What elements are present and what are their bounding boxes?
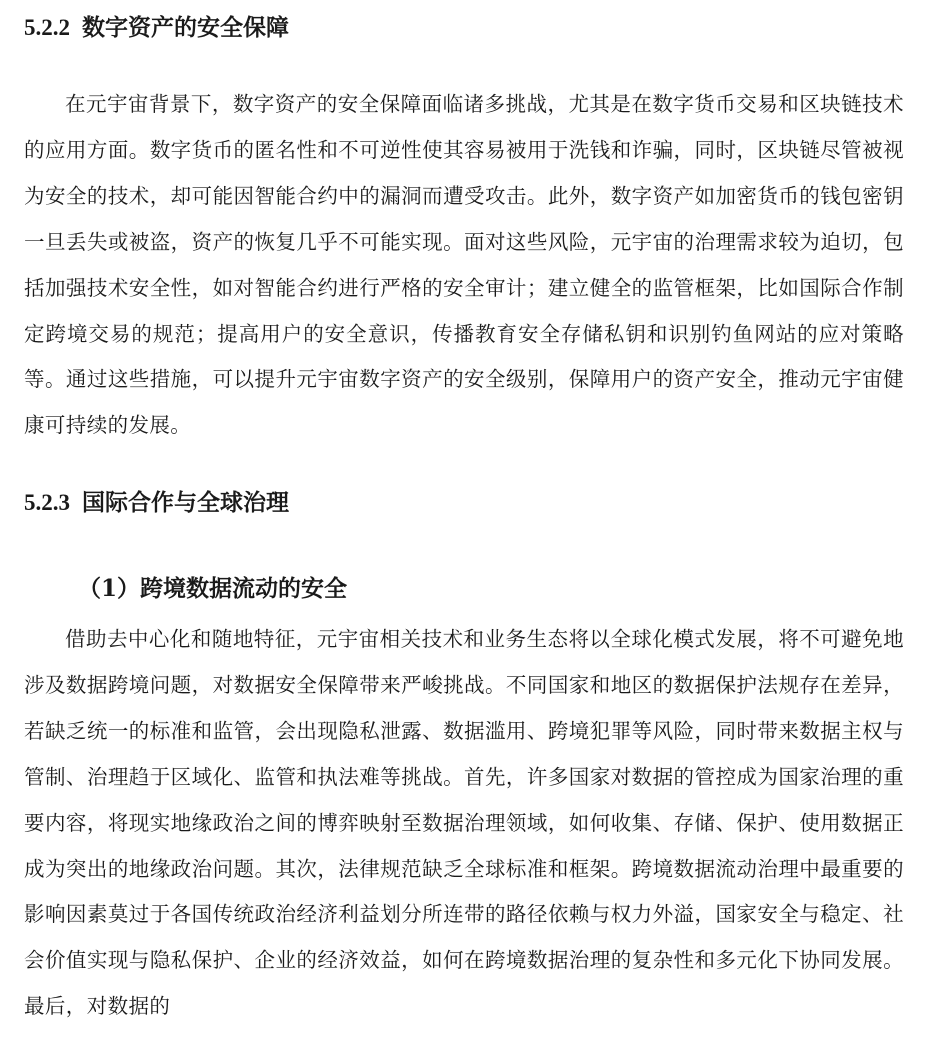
subsection-paragraph-cross-border-data: 借助去中心化和随地特征，元宇宙相关技术和业务生态将以全球化模式发展，将不可避免地涉及数据跨境问题，对数据安全保障带来严峻挑战。不同国家和地区的数据保护法规存在差异，若缺乏统一的标准和监管，会出现隐私泄露、数据滥用、跨境犯罪等风险，同时带来数据主权与管制、治理趋于区域化、监管和执法难等挑战。首先，许多国家对数据的管控成为国家治理的重要内容，将现实地缘政治之间的博弈映射至数据治理领域，如何收集、存储、保护、使用数据正成为突出的地缘政治问题。其次，法律规范缺乏全球标准和框架。跨境数据流动治理中最重要的影响因素莫过于各国传统政治经济利益划分所连带的路径依赖与权力外溢，国家安全与稳定、社会价值实现与隐私保护、企业的经济效益，如何在跨境数据治理的复杂性和多元化下协同发展。最后，对数据的: [24, 627, 904, 1019]
section-title: 国际合作与全球治理: [82, 489, 290, 516]
section-heading-5-2-2: [24, 13, 289, 43]
section-paragraph-asset-security: 在元宇宙背景下，数字资产的安全保障面临诸多挑战，尤其是在数字货币交易和区块链技术的应用方面。数字货币的匿名性和不可逆性使其容易被用于洗钱和诈骗，同时，区块链尽管被视为安全的技术，却可能因智能合约中的漏洞而遭受攻击。此外，数字资产如加密货币的钱包密钥一旦丢失或被盗，资产的恢复几乎不可能实现。面对这些风险，元宇宙的治理需求较为迫切，包括加强技术安全性，如对智能合约进行严格的安全审计；建立健全的监管框架，比如国际合作制定跨境交易的规范；提高用户的安全意识，传播教育安全存储私钥和识别钓鱼网站的应对策略等。通过这些措施，可以提升元宇宙数字资产的安全级别，保障用户的资产安全，推动元宇宙健康可持续的发展。: [24, 92, 904, 438]
section-number: 5.2.2: [24, 15, 70, 40]
subsection-heading-cross-border-data: （1）跨境数据流动的安全: [78, 575, 348, 602]
section-title: 数字资产的安全保障: [82, 14, 290, 41]
section-number: 5.2.3: [24, 490, 70, 515]
section-heading-5-2-3: [24, 488, 289, 518]
